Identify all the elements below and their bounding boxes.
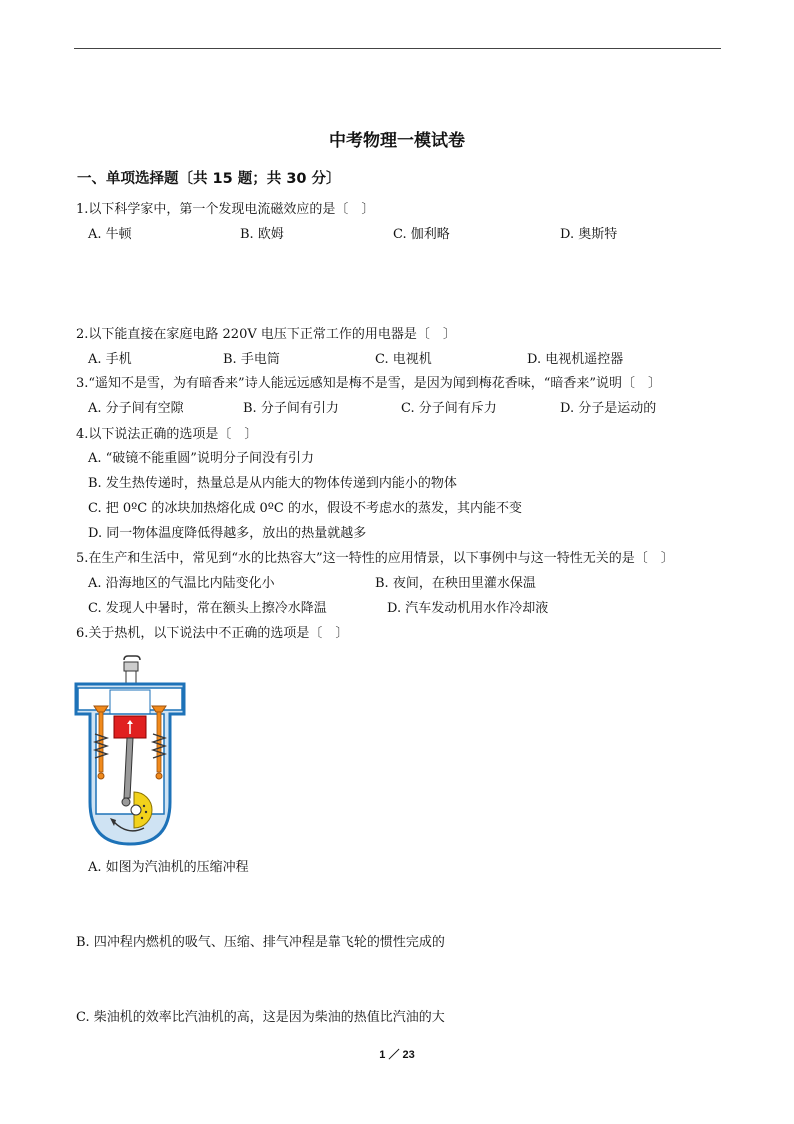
question-3-stem: 3.“遥知不是雪，为有暗香来”诗人能远远感知是梅不是雪，是因为闻到梅花香味，“暗香来”说明〔 〕 [76,376,661,391]
question-5-option-a: A. 沿海地区的气温比内陆变化小 [88,576,275,591]
question-2-stem: 2.以下能直接在家庭电路 220V 电压下正常工作的用电器是〔 〕 [76,327,456,342]
question-5-option-d: D. 汽车发动机用水作冷却液 [387,601,549,616]
question-4-option-d: D. 同一物体温度降低得越多，放出的热量就越多 [88,526,367,541]
section-heading: 一、单项选择题〔共 15 题；共 30 分〕 [77,171,341,187]
question-2-option-a: A. 手机 [88,352,132,367]
combustion-chamber [110,690,150,714]
question-6-stem: 6.关于热机，以下说法中不正确的选项是〔 〕 [76,626,349,641]
header-rule [74,48,721,49]
question-1-option-a: A. 牛顿 [88,227,132,242]
question-6-option-b: B. 四冲程内燃机的吸气、压缩、排气冲程是靠飞轮的惯性完成的 [76,935,445,950]
question-2-option-b: B. 手电筒 [223,352,280,367]
question-2-option-c: C. 电视机 [375,352,432,367]
question-5-stem: 5.在生产和生活中，常见到“水的比热容大”这一特性的应用情景，以下事例中与这一特性无关的是〔 〕 [76,551,674,566]
question-2-option-d: D. 电视机遥控器 [527,352,624,367]
page-number: 1 ／ 23 [379,1049,415,1061]
question-6-option-a: A. 如图为汽油机的压缩冲程 [88,860,249,875]
engine-diagram [74,654,186,848]
question-3-option-a: A. 分子间有空隙 [88,401,184,416]
question-4-stem: 4.以下说法正确的选项是〔 〕 [76,427,258,442]
question-1-stem: 1.以下科学家中，第一个发现电流磁效应的是〔 〕 [76,202,375,217]
question-3-option-b: B. 分子间有引力 [243,401,339,416]
question-4-option-a: A. “破镜不能重圆”说明分子间没有引力 [88,451,314,466]
question-1-option-b: B. 欧姆 [240,227,284,242]
question-5-option-b: B. 夜间，在秧田里灌水保温 [375,576,536,591]
question-1-option-d: D. 奥斯特 [560,227,618,242]
document-title: 中考物理一模试卷 [329,131,465,151]
question-4-option-b: B. 发生热传递时，热量总是从内能大的物体传递到内能小的物体 [88,476,457,491]
question-4-option-c: C. 把 0ºC 的冰块加热熔化成 0ºC 的水，假设不考虑水的蒸发，其内能不变 [88,501,522,516]
question-5-option-c: C. 发现人中暑时，常在额头上擦冷水降温 [88,601,327,616]
question-3-option-d: D. 分子是运动的 [560,401,657,416]
question-3-option-c: C. 分子间有斥力 [401,401,497,416]
question-1-option-c: C. 伽利略 [393,227,450,242]
piston-icon [114,716,146,738]
question-6-option-c: C. 柴油机的效率比汽油机的高，这是因为柴油的热值比汽油的大 [76,1010,445,1025]
